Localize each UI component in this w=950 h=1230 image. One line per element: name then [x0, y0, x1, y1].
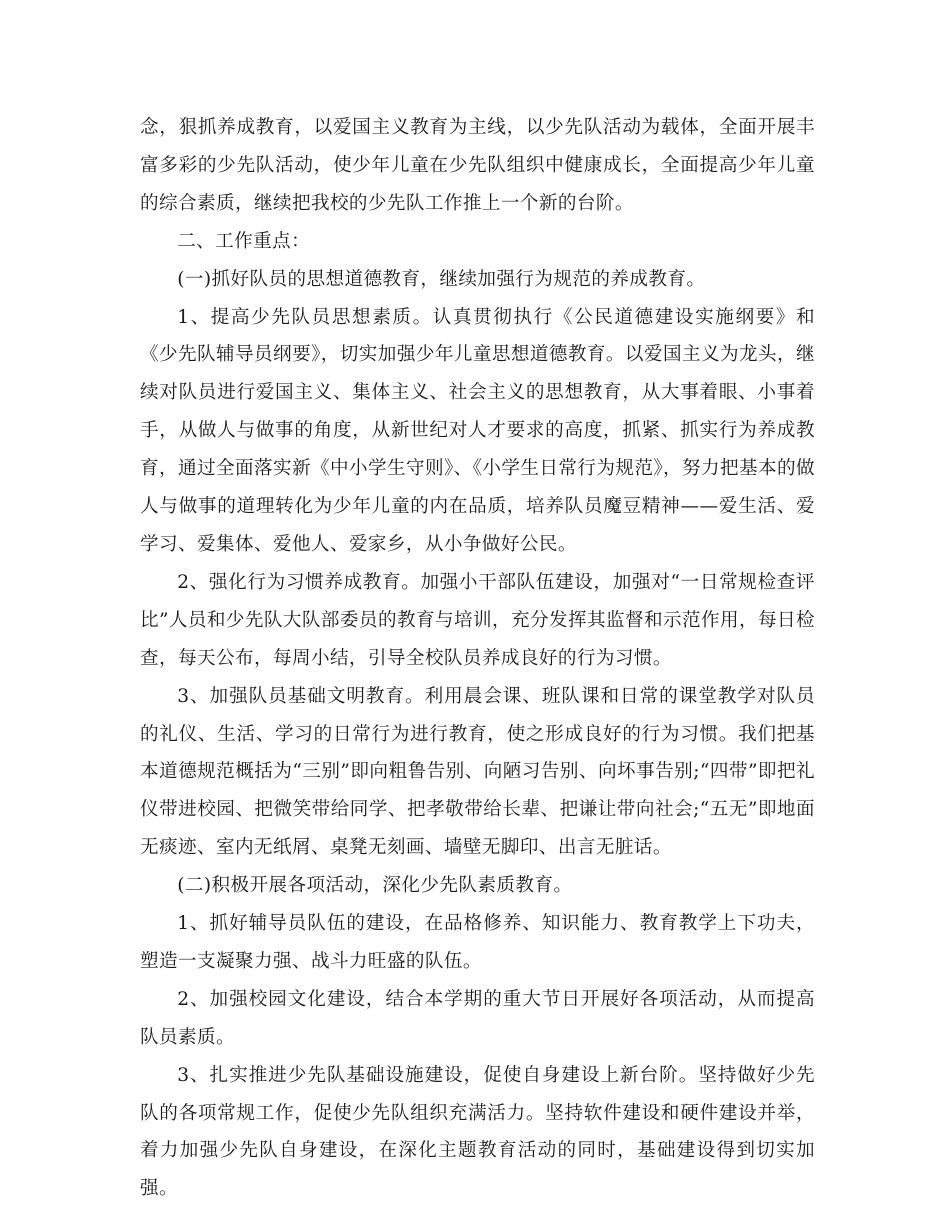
paragraph-item-3-infrastructure: 3、扎实推进少先队基础设施建设，促使自身建设上新台阶。坚持做好少先队的各项常规工作，促使少先队组织充满活力。坚持软件建设和硬件建设并举，着力加强少先队自身建设，在深化主题教育活动的同时，基础建设得到切实加强。	[140, 1064, 815, 1200]
paragraph-intro-continuation: 念，狠抓养成教育，以爱国主义教育为主线，以少先队活动为载体，全面开展丰富多彩的少先队活动，使少年儿童在少先队组织中健康成长，全面提高少年儿童的综合素质，继续把我校的少先队工作推上一个新的台阶。	[140, 117, 815, 214]
paragraph-item-2-campus-culture: 2、加强校园文化建设，结合本学期的重大节日开展好各项活动，从而提高队员素质。	[140, 988, 815, 1048]
paragraph-item-2-behavior-habits: 2、强化行为习惯养成教育。加强小干部队伍建设，加强对“一日常规检查评比”人员和少先队大队部委员的教育与培训，充分发挥其监督和示范作用，每日检查，每天公布，每周小结，引导全校队员养成良好的行为习惯。	[140, 571, 815, 669]
document-page	[140, 109, 815, 1208]
paragraph-item-1-counselor-team: 1、抓好辅导员队伍的建设，在品格修养、知识能力、教育教学上下功夫，塑造一支凝聚力强、战斗力旺盛的队伍。	[140, 913, 815, 972]
paragraph-item-3-civility-education: 3、加强队员基础文明教育。利用晨会课、班队课和日常的课堂教学对队员的礼仪、生活、学习的日常行为进行教育，使之形成良好的行为习惯。我们把基本道德规范概括为“三别”即向粗鲁告别、向陋习告别、向坏事告别;“四带”即把礼仪带进校园、把微笑带给同学、把孝敬带给长辈、把谦让带向社会;“五无”即地面无痰迹、室内无纸屑、桌凳无刻画、墙壁无脚印、出言无脏话。	[140, 685, 815, 859]
section-heading-work-focus: 二、工作重点：	[177, 230, 311, 252]
subheading-moral-education: (一)抓好队员的思想道德教育，继续加强行为规范的养成教育。	[177, 268, 706, 290]
paragraph-item-1-ideological-quality: 1、提高少先队员思想素质。认真贯彻执行《公民道德建设实施纲要》和《少先队辅导员纲要》，切实加强少年儿童思想道德教育。以爱国主义为龙头，继续对队员进行爱国主义、集体主义、社会主义的思想教育，从大事着眼、小事着手，从做人与做事的角度，从新世纪对人才要求的高度，抓紧、抓实行为养成教育，通过全面落实新《中小学生守则》、《小学生日常行为规范》，努力把基本的做人与做事的道理转化为少年儿童的内在品质，培养队员魔豆精神——爱生活、爱学习、爱集体、爱他人、爱家乡，从小争做好公民。	[140, 306, 815, 555]
subheading-activities: (二)积极开展各项活动，深化少先队素质教育。	[177, 875, 573, 897]
